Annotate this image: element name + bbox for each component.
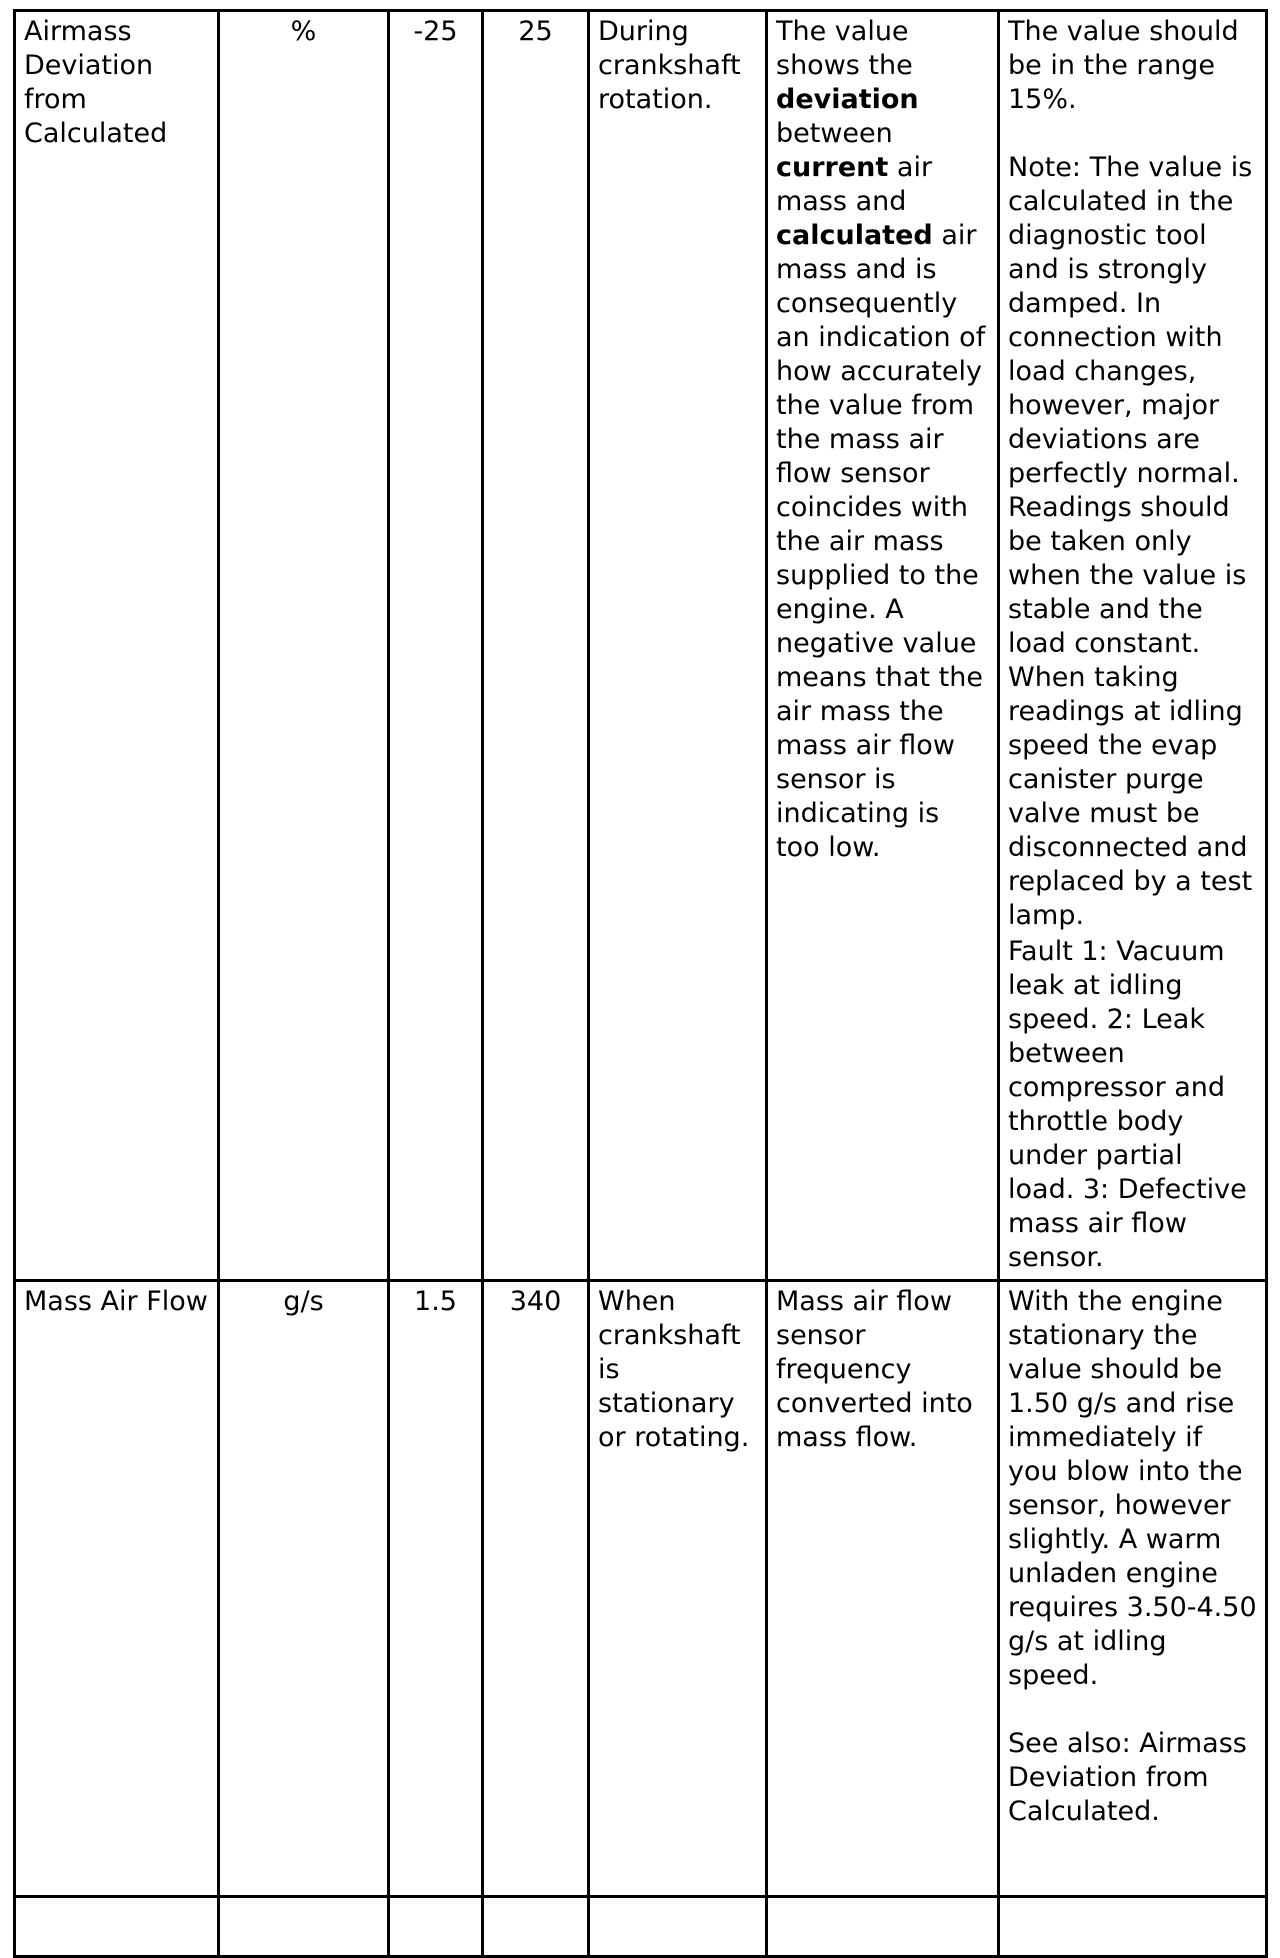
parameter-name: Mass Air Flow bbox=[24, 1286, 208, 1317]
bold-word-deviation: deviation bbox=[776, 84, 919, 115]
min-value-cell bbox=[389, 1897, 483, 1957]
table-row-mass-air-flow bbox=[15, 1281, 1267, 1897]
description-cell bbox=[767, 11, 999, 1281]
condition-text: During crankshaft rotation. bbox=[598, 16, 741, 115]
unit-cell bbox=[219, 1897, 389, 1957]
max-value-cell bbox=[483, 1897, 589, 1957]
bold-word-current: current bbox=[776, 152, 889, 183]
max-value: 25 bbox=[518, 16, 553, 47]
notes-see-also-paragraph: See also: Airmass Deviation from Calculated. bbox=[1008, 1728, 1247, 1827]
notes-cell bbox=[999, 1281, 1267, 1897]
parameter-name-cell bbox=[15, 1897, 219, 1957]
unit-cell bbox=[219, 1281, 389, 1897]
notes-fault-paragraph: Fault 1: Vacuum leak at idling speed. 2: Leak between compressor and throttle body under partial load. 3: Defective mass air flow sensor. bbox=[1008, 936, 1247, 1273]
notes-cell bbox=[999, 11, 1267, 1281]
min-value: 1.5 bbox=[414, 1286, 457, 1317]
condition-cell bbox=[589, 11, 767, 1281]
description-cell bbox=[767, 1897, 999, 1957]
min-value: -25 bbox=[413, 16, 458, 47]
description-text: The value shows the deviation between current air mass and calculated air mass and is consequently an indication of how accurately the value from the mass air flow sensor coincides with the air mass supplied to the engine. A negative value means that the air mass the mass air flow sensor is indicating is too low. bbox=[776, 16, 986, 863]
parameter-name-cell bbox=[15, 11, 219, 1281]
condition-text: When crankshaft is stationary or rotating. bbox=[598, 1286, 750, 1453]
unit-value: g/s bbox=[283, 1286, 324, 1317]
unit-value: % bbox=[290, 16, 317, 47]
description-cell bbox=[767, 1281, 999, 1897]
condition-cell bbox=[589, 1281, 767, 1897]
notes-note-paragraph: Note: The value is calculated in the diagnostic tool and is strongly damped. In connection with load changes, however, major deviations are perfectly normal. Readings should be taken only when the value is stable and the load constant. When taking readings at idling speed the evap canister purge valve must be disconnected and replaced by a test lamp. bbox=[1008, 152, 1253, 931]
parameter-name: Airmass Deviation from Calculated bbox=[24, 16, 168, 149]
unit-cell bbox=[219, 11, 389, 1281]
description-text: Mass air flow sensor frequency converted into mass flow. bbox=[776, 1286, 973, 1453]
table-row-truncated bbox=[15, 1897, 1267, 1957]
parameter-table bbox=[13, 9, 1268, 1958]
min-value-cell bbox=[389, 1281, 483, 1897]
bold-word-calculated: calculated bbox=[776, 220, 933, 251]
notes-engine-paragraph: With the engine stationary the value should be 1.50 g/s and rise immediately if you blow into the sensor, however slightly. A warm unladen engine requires 3.50-4.50 g/s at idling speed. bbox=[1008, 1286, 1257, 1691]
max-value-cell bbox=[483, 1281, 589, 1897]
min-value-cell bbox=[389, 11, 483, 1281]
notes-range-paragraph: The value should be in the range 15%. bbox=[1008, 16, 1239, 115]
condition-cell bbox=[589, 1897, 767, 1957]
table-row-airmass-deviation bbox=[15, 11, 1267, 1281]
max-value: 340 bbox=[509, 1286, 562, 1317]
notes-cell bbox=[999, 1897, 1267, 1957]
max-value-cell bbox=[483, 11, 589, 1281]
parameter-name-cell bbox=[15, 1281, 219, 1897]
